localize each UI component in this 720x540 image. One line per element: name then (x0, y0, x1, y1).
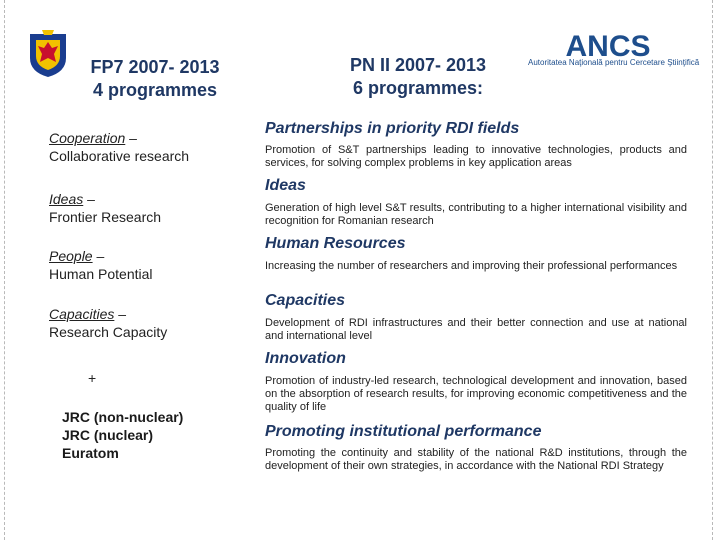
pn-programme-heading: Partnerships in priority RDI fields (265, 120, 520, 137)
plus-sign: + (88, 370, 97, 386)
pn-programme-description: Development of RDI infrastructures and their better connection and use at national and international level (265, 317, 687, 342)
pn-programme-heading: Innovation (265, 350, 346, 367)
programme-name: Cooperation (49, 130, 126, 146)
pn-programme-heading: Ideas (265, 177, 306, 194)
pn-programme-description: Promotion of industry-led research, technological development and innovation, based on the absorption of research results, for improving economic competitiveness and the quality of life (265, 375, 687, 413)
jrc-list (62, 408, 183, 462)
ancs-logo-text: ANCS (565, 30, 651, 63)
programme-name: Capacities (49, 306, 115, 322)
pn-programme-description: Increasing the number of researchers and improving their professional performances (265, 260, 678, 272)
fp7-programme-ideas: Ideas – Frontier Research (49, 191, 162, 225)
pn-programme-description: Promoting the continuity and stability of the national R&D institutions, through the development of their own strategies, in accordance with the National RDI Strategy (265, 447, 687, 472)
right-border (712, 0, 714, 540)
programme-name: People (49, 248, 93, 264)
fp7-programme-people: People – Human Potential (49, 248, 153, 282)
programme-name: Ideas (49, 191, 84, 207)
programme-description: Human Potential (49, 266, 153, 282)
ancs-logo (528, 30, 700, 74)
programme-description: Collaborative research (49, 148, 190, 164)
pn-title: PN II 2007- 2013 6 programmes: (349, 55, 487, 98)
pn-programme-heading: Human Resources (265, 235, 406, 252)
programme-description: Research Capacity (49, 324, 168, 340)
pn-programme-heading: Capacities (265, 292, 346, 309)
left-border (4, 0, 6, 540)
fp7-programme-capacities: Capacities – Research Capacity (49, 306, 168, 340)
fp7-title: FP7 2007- 2013 4 programmes (90, 57, 220, 100)
programme-description: Frontier Research (49, 209, 162, 225)
pn-programme-description: Promotion of S&T partnerships leading to innovative technologies, products and services, for solving complex problems in key application areas (265, 144, 687, 169)
jrc-item: Euratom (62, 445, 119, 461)
ancs-subtitle: Autoritatea Naţională pentru Cercetare Ştiinţifică (528, 58, 700, 67)
pn-programme-heading: Promoting institutional performance (265, 423, 542, 440)
jrc-item: JRC (non-nuclear) (62, 409, 184, 425)
jrc-item: JRC (nuclear) (62, 427, 154, 443)
fp7-programme-cooperation: Cooperation – Collaborative research (49, 130, 190, 164)
pn-programme-description: Generation of high level S&T results, contributing to a higher international visibility and recognition for Romanian research (265, 202, 687, 227)
